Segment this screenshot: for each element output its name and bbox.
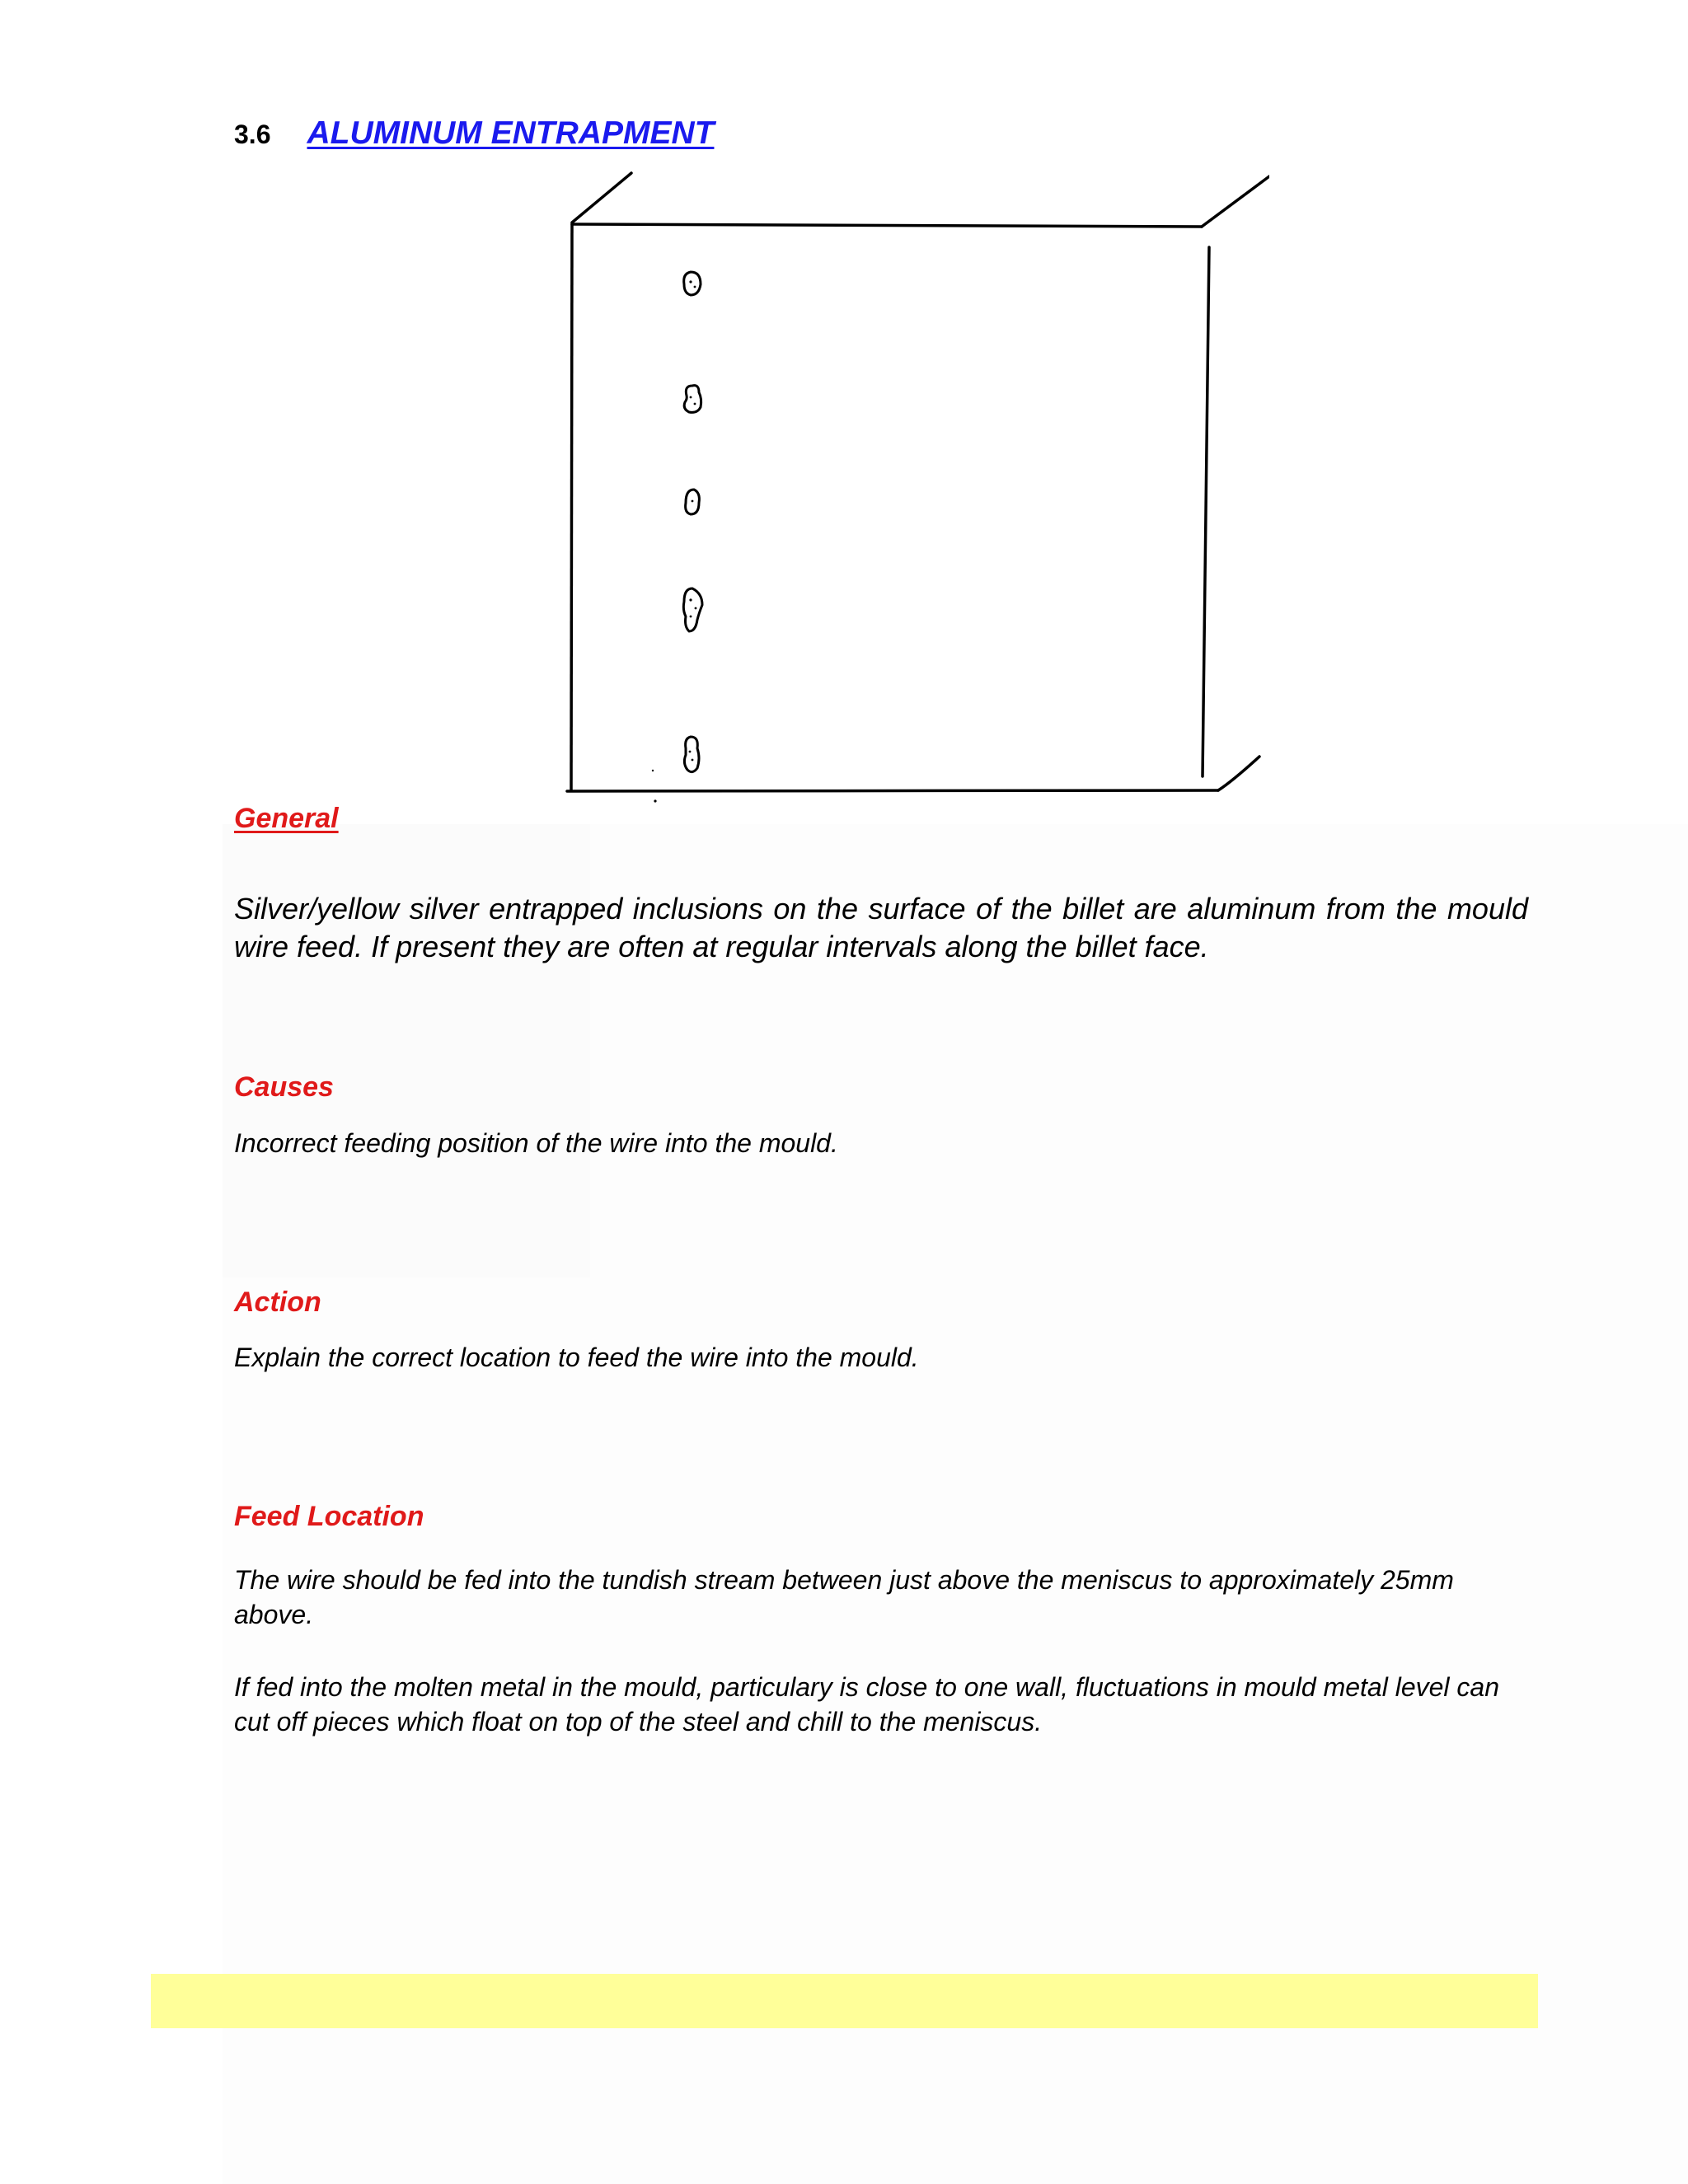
inclusion-2	[684, 386, 701, 413]
sketch-edge-right	[1203, 247, 1209, 776]
inclusion-5	[684, 737, 699, 772]
section-heading	[234, 115, 714, 165]
sketch-edge-top-right	[1202, 176, 1269, 227]
sketch-edge-top	[572, 224, 1202, 227]
causes-label: Causes	[234, 1071, 334, 1103]
feed-location-label: Feed Location	[234, 1501, 424, 1532]
section-title: ALUMINUM ENTRAPMENT	[307, 115, 715, 151]
billet-sketch	[560, 165, 1269, 816]
feed-location-paragraph-2: If fed into the molten metal in the mould, particulary is close to one wall, fluctuations in mould metal level can cut off pieces which float on top of the steel and chill to the meniscus.	[234, 1672, 1499, 1736]
general-text: Silver/yellow silver entrapped inclusions on the surface of the billet are aluminum from the mould wire feed. If present they are often at regular intervals along the billet face.	[234, 892, 1528, 963]
sketch-edge-bottom	[567, 790, 1218, 791]
inclusion-4	[683, 588, 702, 631]
general-label: General	[234, 803, 339, 834]
section-number: 3.6	[234, 120, 271, 149]
sketch-edge-top-left	[572, 173, 631, 223]
footer-highlight-bar	[151, 1974, 1538, 2028]
inclusion-1	[684, 272, 701, 295]
causes-text: Incorrect feeding position of the wire into the mould.	[234, 1128, 838, 1158]
action-text: Explain the correct location to feed the wire into the mould.	[234, 1343, 919, 1372]
sketch-edge-bottom-right	[1218, 757, 1259, 790]
sketch-edge-left	[571, 224, 572, 790]
action-label: Action	[234, 1286, 321, 1318]
feed-location-paragraph-1: The wire should be fed into the tundish stream between just above the meniscus to approximately 25mm above.	[234, 1565, 1454, 1629]
